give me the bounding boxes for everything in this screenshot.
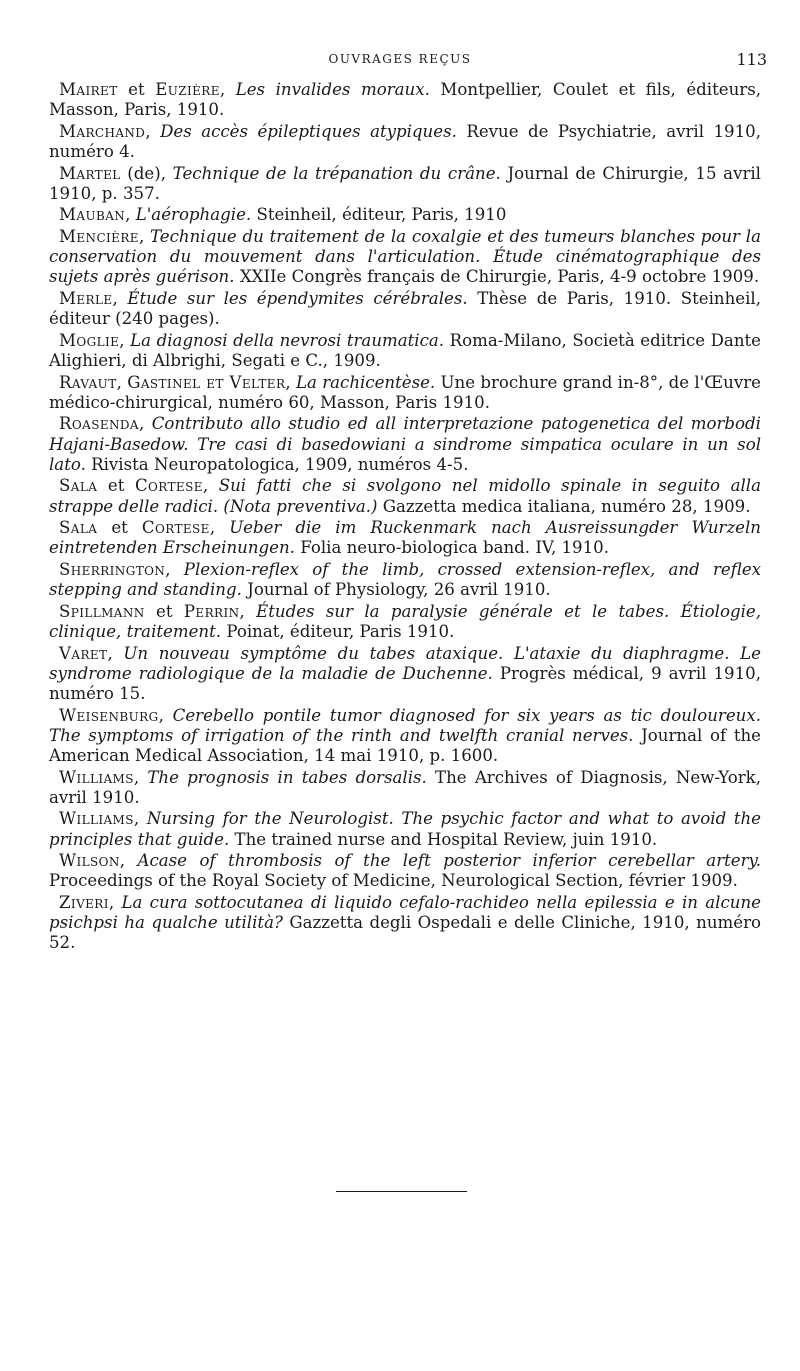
running-title: OUVRAGES REÇUS: [328, 52, 472, 66]
entry-title: L'aérophagie.: [135, 205, 252, 225]
entry-title: Nursing for the Neurologist. The psychic factor and what to avoid the principles that guide.: [49, 809, 761, 849]
bibliography-entry: Sala et Cortese, Sui fatti che si svolgono nel midollo spinale in seguito alla strappe delle radici. (Nota preventiva.) Gazzetta medica italiana, numéro 28, 1909.: [49, 476, 761, 516]
bibliography-entry: Williams, The prognosis in tabes dorsalis. The Archives of Diagnosis, New-York, avril 1910.: [49, 767, 761, 807]
bibliography-list: [49, 80, 761, 955]
bibliography-entry: Merle, Étude sur les épendymites cérébrales. Thèse de Paris, 1910. Steinheil, éditeur (240 pages).: [49, 288, 761, 329]
entry-publication: XXIIe Congrès français de Chirurgie, Paris, 4-9 octobre 1909.: [239, 267, 760, 287]
entry-title: Ueber die im Ruckenmark nach Ausreissungder Wurzeln eintretenden Erscheinungen.: [49, 518, 761, 558]
running-header: [0, 50, 800, 72]
entry-title: Cerebello pontile tumor diagnosed for six years as tic douloureux. The symptoms of irrigation of the rinth and twelfth cranial nerves.: [49, 705, 761, 745]
entry-title: La diagnosi della nevrosi traumatica.: [130, 330, 445, 350]
entry-connector: et: [117, 80, 156, 99]
entry-title: Études sur la paralysie générale et le tabes. Étiologie, clinique, traitement.: [49, 601, 761, 641]
entry-publication: Montpellier, Coulet et fils, éditeurs, Masson, Paris, 1910.: [49, 80, 761, 120]
entry-author: Weisenburg: [59, 705, 159, 725]
entry-connector: ,: [116, 372, 128, 392]
entry-connector: et: [97, 518, 142, 538]
entry-author: Williams: [59, 767, 134, 787]
entry-title: Des accès épileptiques atypiques.: [160, 121, 457, 141]
entry-publication: The Archives of Diagnosis, New-York, avril 1910.: [49, 767, 761, 807]
page-number: 113: [736, 50, 767, 69]
entry-title: La cura sottocutanea di liquido cefalo-rachideo nella epilessia e in alcune psichpsi ha qualche utilità?: [49, 892, 761, 933]
entry-title: The prognosis in tabes dorsalis.: [147, 767, 427, 787]
entry-author: Moglie: [59, 330, 120, 350]
bibliography-entry: Martel (de), Technique de la trépanation du crâne. Journal de Chirurgie, 15 avril 1910, p. 357.: [49, 163, 761, 203]
bibliography-entry: Ravaut, Gastinel et Velter, La rachicentèse. Une brochure grand in-8°, de l'Œuvre médico-chirurgical, numéro 60, Masson, Paris 1910.: [49, 372, 761, 412]
entry-title: Contributo allo studio ed all interpretazione patogenetica del morbodi Hajani-Basedow. Tre casi di basedowiani a sindrome simpatica oculare in un sol lato.: [49, 414, 761, 474]
entry-author: Ziveri: [59, 892, 109, 912]
bibliography-entry: Mairet et Euzière, Les invalides moraux. Montpellier, Coulet et fils, éditeurs, Masson, Paris, 1910.: [49, 80, 761, 120]
entry-publication: Gazzetta medica italiana, numéro 28, 1909.: [382, 496, 751, 516]
entry-publication: Folia neuro-biologica band. IV, 1910.: [300, 538, 610, 558]
bibliography-entry: Wilson, Acase of thrombosis of the left posterior inferior cerebellar artery. Proceedings of the Royal Society of Medicine, Neurological Section, février 1909.: [49, 851, 761, 891]
bibliography-entry: Roasenda, Contributo allo studio ed all interpretazione patogenetica del morbodi Hajani-Basedow. Tre casi di basedowiani a sindrome simpatica oculare in un sol lato. Rivista Neuropatologica, 1909, numéros 4-5.: [49, 414, 761, 474]
bibliography-entry: Marchand, Des accès épileptiques atypiques. Revue de Psychiatrie, avril 1910, numéro 4.: [49, 121, 761, 161]
entry-title: Acase of thrombosis of the left posterior inferior cerebellar artery.: [137, 851, 761, 871]
bibliography-entry: Sherrington, Plexion-reflex of the limb, crossed extension-reflex, and reflex stepping and standing. Journal of Physiology, 26 avril 1910.: [49, 559, 762, 600]
entry-author: Mairet: [59, 80, 118, 99]
entry-publication: Une brochure grand in-8°, de l'Œuvre médico-chirurgical, numéro 60, Masson, Paris 1910.: [49, 372, 761, 412]
entry-publication: The trained nurse and Hospital Review, juin 1910.: [234, 829, 658, 849]
entry-coauthor: Euzière: [155, 80, 220, 99]
entry-author: Wilson: [59, 851, 120, 871]
entry-title: Les invalides moraux.: [235, 80, 430, 99]
entry-title: Technique du traitement de la coxalgie et des tumeurs blanches pour la conservation du mouvement dans l'articulation. Étude cinématographique des sujets après guérison.: [49, 226, 761, 287]
entry-author: Williams: [59, 809, 134, 829]
entry-author: Spillmann: [59, 601, 145, 621]
entry-publication: Journal de Chirurgie, 15 avril 1910, p. 357.: [49, 163, 761, 203]
entry-publication: Journal of Physiology, 26 avril 1910.: [247, 580, 551, 600]
bibliography-entry: Ziveri, La cura sottocutanea di liquido cefalo-rachideo nella epilessia e in alcune psichpsi ha qualche utilità? Gazzetta degli Ospedali e delle Cliniche, 1910, numéro 52.: [49, 892, 761, 953]
entry-publication: Roma-Milano, Società editrice Dante Alighieri, di Albrighi, Segati e C., 1909.: [49, 330, 761, 370]
closing-rule: [336, 1191, 467, 1192]
entry-author: Merle: [59, 288, 113, 308]
bibliography-entry: Moglie, La diagnosi della nevrosi traumatica. Roma-Milano, Società editrice Dante Alighieri, di Albrighi, Segati e C., 1909.: [49, 330, 761, 370]
entry-author: Varet: [59, 643, 108, 663]
entry-connector: (de): [120, 163, 161, 183]
entry-publication: Thèse de Paris, 1910. Steinheil, éditeur (240 pages).: [49, 288, 761, 329]
entry-author: Martel: [59, 163, 121, 183]
entry-coauthor: Gastinel et Velter: [127, 372, 286, 392]
entry-publication: Gazzetta degli Ospedali e delle Cliniche, 1910, numéro 52.: [49, 913, 761, 953]
bibliography-entry: Sala et Cortese, Ueber die im Ruckenmark nach Ausreissungder Wurzeln eintretenden Erscheinungen. Folia neuro-biologica band. IV, 1910.: [49, 518, 761, 558]
entry-publication: Steinheil, éditeur, Paris, 1910: [256, 205, 507, 225]
bibliography-entry: Spillmann et Perrin, Études sur la paralysie générale et le tabes. Étiologie, clinique, traitement. Poinat, éditeur, Paris 1910.: [49, 601, 761, 641]
entry-author: Mencière: [59, 226, 139, 246]
entry-coauthor: Cortese: [141, 518, 210, 538]
entry-author: Mauban: [59, 205, 126, 225]
bibliography-entry: Varet, Un nouveau symptôme du tabes ataxique. L'ataxie du diaphragme. Le syndrome radiologique de la maladie de Duchenne. Progrès médical, 9 avril 1910, numéro 15.: [49, 643, 761, 703]
entry-publication: Proceedings of the Royal Society of Medicine, Neurological Section, février 1909.: [49, 871, 738, 891]
entry-title: Plexion-reflex of the limb, crossed extension-reflex, and reflex stepping and standing.: [49, 559, 762, 600]
entry-publication: Progrès médical, 9 avril 1910, numéro 15.: [49, 663, 761, 703]
entry-coauthor: Cortese: [134, 476, 203, 496]
entry-author: Sherrington: [59, 559, 166, 579]
entry-author: Marchand: [59, 121, 146, 141]
entry-title: La rachicentèse.: [295, 372, 436, 392]
entry-connector: et: [144, 601, 184, 621]
entry-author: Sala: [59, 476, 98, 496]
bibliography-entry: Mauban, L'aérophagie. Steinheil, éditeur, Paris, 1910: [59, 205, 507, 225]
bibliography-entry: Weisenburg, Cerebello pontile tumor diagnosed for six years as tic douloureux. The symptoms of irrigation of the rinth and twelfth cranial nerves. Journal of the American Medical Association, 14 mai 1910, p. 1600.: [49, 705, 761, 765]
entry-publication: Poinat, éditeur, Paris 1910.: [226, 621, 455, 641]
entry-connector: et: [97, 476, 135, 496]
entry-coauthor: Perrin: [183, 601, 240, 621]
entry-author: Sala: [59, 518, 98, 538]
entry-author: Ravaut: [59, 372, 117, 392]
entry-publication: Journal of the American Medical Association, 14 mai 1910, p. 1600.: [49, 725, 761, 765]
bibliography-entry: Mencière, Technique du traitement de la coxalgie et des tumeurs blanches pour la conservation du mouvement dans l'articulation. Étude cinématographique des sujets après guérison. XXIIe Congrès français de Chirurgie, Paris, 4-9 octobre 1909.: [49, 226, 761, 287]
entry-title: Technique de la trépanation du crâne.: [172, 163, 501, 183]
entry-author: Roasenda: [59, 414, 139, 434]
entry-publication: Rivista Neuropatologica, 1909, numéros 4-5.: [91, 454, 469, 474]
entry-publication: Revue de Psychiatrie, avril 1910, numéro 4.: [49, 121, 761, 161]
entry-title: Sui fatti che si svolgono nel midollo spinale in seguito alla strappe delle radici. (Nota preventiva.): [49, 476, 761, 516]
bibliography-entry: Williams, Nursing for the Neurologist. The psychic factor and what to avoid the principles that guide. The trained nurse and Hospital Review, juin 1910.: [49, 809, 761, 849]
entry-title: Étude sur les épendymites cérébrales.: [127, 288, 468, 308]
entry-title: Un nouveau symptôme du tabes ataxique. L'ataxie du diaphragme. Le syndrome radiologique de la maladie de Duchenne.: [49, 643, 761, 683]
